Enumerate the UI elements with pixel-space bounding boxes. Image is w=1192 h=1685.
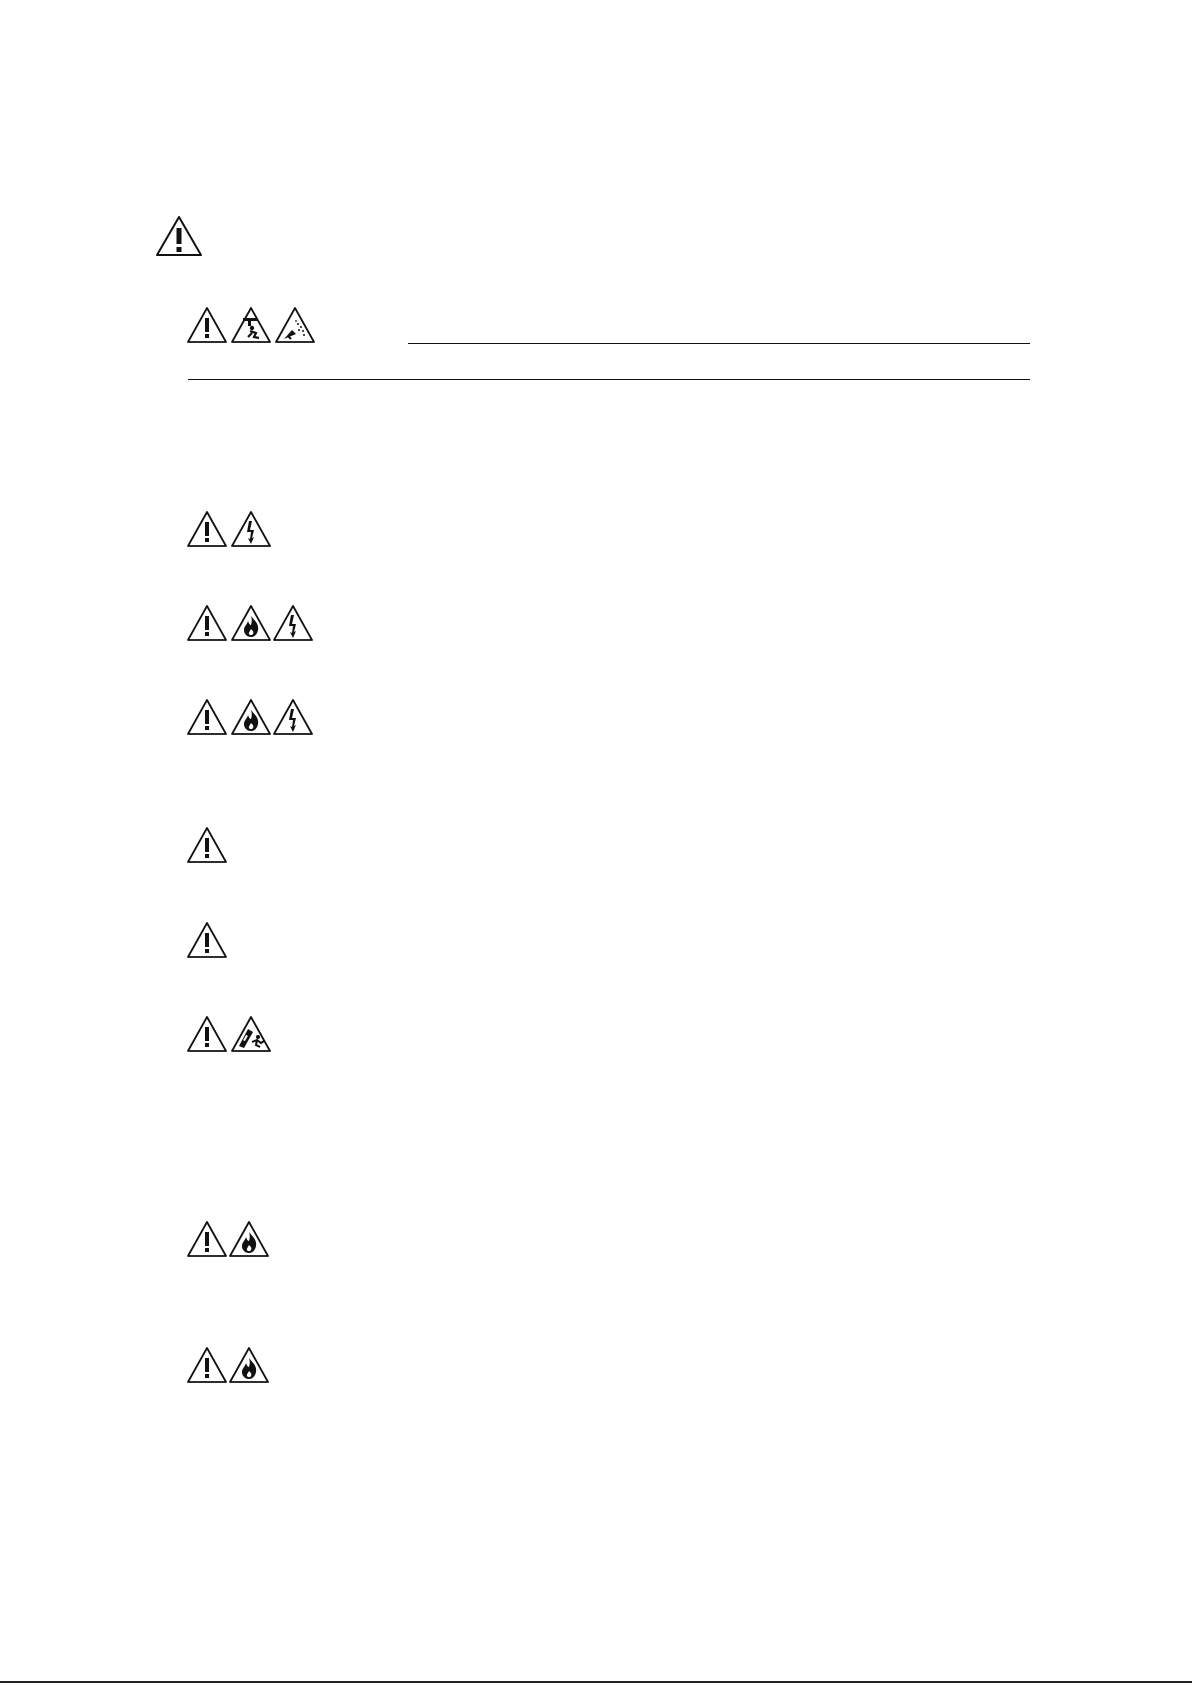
fire-hazard-icon bbox=[228, 1346, 270, 1384]
warning-icon bbox=[186, 1346, 228, 1384]
fire-hazard-icon bbox=[230, 698, 272, 736]
tipping-appliance-icon bbox=[230, 1015, 272, 1053]
electric-shock-icon bbox=[272, 698, 314, 736]
warning-icon bbox=[186, 306, 228, 344]
warning-icon bbox=[186, 604, 228, 642]
electric-shock-icon bbox=[230, 510, 272, 548]
warning-icon bbox=[186, 698, 228, 736]
warning-icon bbox=[186, 1015, 228, 1053]
page-bottom-rule bbox=[0, 1681, 1192, 1683]
falling-object-icon bbox=[230, 306, 272, 344]
warning-icon bbox=[186, 826, 228, 864]
spray-hazard-icon bbox=[274, 306, 316, 344]
fire-hazard-icon bbox=[230, 604, 272, 642]
fire-hazard-icon bbox=[228, 1220, 270, 1258]
section-separator-rule bbox=[188, 379, 1030, 380]
electric-shock-icon bbox=[272, 604, 314, 642]
warning-icon bbox=[186, 510, 228, 548]
warning-icon bbox=[186, 921, 228, 959]
header-warning-icon bbox=[155, 214, 203, 258]
warning-icon bbox=[186, 1220, 228, 1258]
section-heading-rule bbox=[408, 343, 1030, 344]
